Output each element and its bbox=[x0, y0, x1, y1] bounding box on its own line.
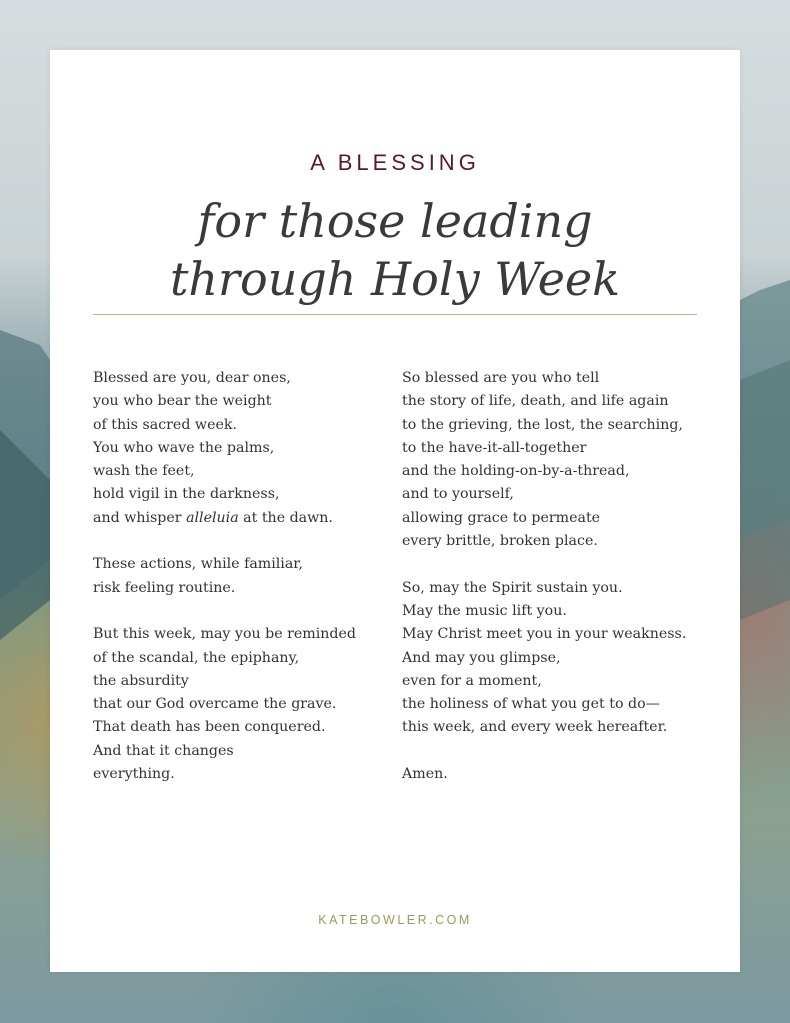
poem-line: So, may the Spirit sustain you. bbox=[402, 579, 623, 596]
poem-line: even for a moment, bbox=[402, 672, 542, 689]
title-line: for those leading bbox=[197, 194, 593, 248]
poem-line: allowing grace to permeate bbox=[402, 509, 601, 526]
poem-stanza bbox=[402, 367, 702, 553]
poem-line: and to yourself, bbox=[402, 486, 514, 503]
title-line: through Holy Week bbox=[169, 252, 621, 306]
poem-line: hold vigil in the darkness, bbox=[93, 486, 280, 503]
poem-line: everything. bbox=[93, 766, 175, 783]
poem-stanza bbox=[93, 623, 393, 786]
poem-line: May Christ meet you in your weakness. bbox=[402, 626, 687, 643]
poem-line: May the music lift you. bbox=[402, 602, 567, 619]
poem-line: every brittle, broken place. bbox=[402, 533, 598, 550]
poem-line: So blessed are you who tell bbox=[402, 370, 600, 386]
poem-line: this week, and every week hereafter. bbox=[402, 719, 668, 736]
poem-line: the story of life, death, and life again bbox=[402, 393, 669, 410]
poem-line: that our God overcame the grave. bbox=[93, 696, 337, 713]
poem-left-column bbox=[93, 367, 393, 810]
poem-line: and the holding-on-by-a-thread, bbox=[402, 463, 630, 480]
poem-line: the absurdity bbox=[93, 672, 189, 689]
footer-website: KATEBOWLER.COM bbox=[318, 913, 472, 927]
poem-line: and whisper alleluia at the dawn. bbox=[93, 509, 333, 526]
divider bbox=[93, 314, 697, 315]
poem-stanza bbox=[93, 367, 393, 530]
poem-line: These actions, while familiar, bbox=[93, 556, 304, 573]
poem-line: the holiness of what you get to do— bbox=[402, 696, 660, 713]
poem-line: to the have-it-all-together bbox=[402, 439, 587, 456]
poem-line: And that it changes bbox=[93, 742, 234, 759]
poem-line: wash the feet, bbox=[93, 463, 195, 480]
poem-line: Amen. bbox=[402, 766, 448, 783]
poem-line: But this week, may you be reminded bbox=[93, 626, 356, 643]
poem-line: you who bear the weight bbox=[93, 393, 272, 410]
emphasized-word: alleluia bbox=[186, 509, 239, 526]
poem-stanza bbox=[402, 577, 702, 740]
poem-line: Blessed are you, dear ones, bbox=[93, 370, 291, 386]
poem-stanza bbox=[402, 763, 702, 786]
poem-line: You who wave the palms, bbox=[93, 439, 275, 456]
poem-line: risk feeling routine. bbox=[93, 579, 236, 596]
page-title bbox=[50, 192, 740, 308]
blessing-card bbox=[50, 50, 740, 972]
poem-line: of the scandal, the epiphany, bbox=[93, 649, 300, 666]
eyebrow-heading: A BLESSING bbox=[310, 150, 480, 175]
poem-line: to the grieving, the lost, the searching, bbox=[402, 416, 683, 433]
poem-line: That death has been conquered. bbox=[93, 719, 326, 736]
poem-right-column bbox=[402, 367, 702, 810]
poem-stanza bbox=[93, 553, 393, 600]
poem-line: And may you glimpse, bbox=[402, 649, 561, 666]
poem-line: of this sacred week. bbox=[93, 416, 237, 433]
